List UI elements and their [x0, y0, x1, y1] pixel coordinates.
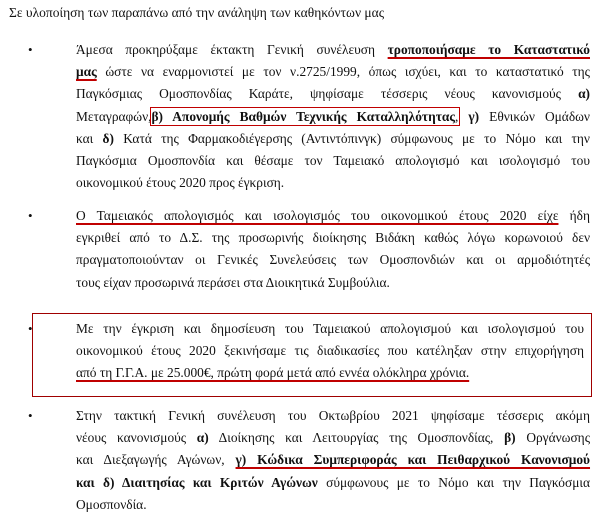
list-item-2	[28, 205, 590, 297]
item4-line1: Στην τακτική Γενική συνέλευση του Οκτωβρίου 2021 ψηφίσαμε τέσσερις ακόμη	[76, 408, 590, 423]
item4-line5: Ομοσπονδία.	[76, 496, 147, 512]
highlight-statute-end: μας	[76, 64, 97, 80]
item2-line3: πραγματοποιούνταν οι Γενικές Συνελεύσεις των Ομοσπονδιών και οι αρμοδιότητές	[76, 252, 590, 268]
highlight-statute: τροποποιήσαμε το Καταστατικό	[387, 42, 590, 57]
list-item-1	[28, 39, 590, 199]
highlight-conduct-code: γ) Κώδικα Συμπεριφοράς και Πειθαρχικού Κανονισμού	[235, 452, 591, 468]
item1-line1: Άμεσα προκηρύξαμε έκτακτη Γενική συνέλευση τροποποιήσαμε το Καταστατικό	[76, 42, 590, 57]
list-item-3	[28, 318, 590, 388]
item1-line6: Παγκόσμια Ομοσπονδία και θέσαμε τον Ταμειακό απολογισμό και ισολογισμό του	[76, 153, 590, 169]
item1-line5: και δ) Κατά της Φαρμακοδιέγερσης (Αντιντόπινγκ) σύμφωνους με το Νόμο και την	[76, 130, 590, 146]
highlight-grant: από τη Γ.Γ.Α. με 25.000€, πρώτη φορά μετά από εννέα ολόκληρα χρόνια.	[76, 365, 470, 381]
bullet-icon: •	[28, 321, 33, 336]
item1-line4: Μεταγραφών,β) Απονομής Βαθμών Τεχνικής Καταλληλότητας, γ) Εθνικών Ομάδων	[76, 108, 590, 124]
bullet-icon: •	[28, 408, 33, 423]
item3-line1: Με την έγκριση και δημοσίευση του Ταμειακού απολογισμού και ισολογισμού του	[76, 321, 584, 336]
item1-line7: οικονομικού έτους 2020 προς έγκριση.	[76, 175, 285, 191]
boxed-grading-regulation: β) Απονομής Βαθμών Τεχνικής Καταλληλότητας,	[151, 108, 459, 124]
highlight-financial-report: Ο Ταμειακός απολογισμός και ισολογισμός του οικονομικού έτους 2020 είχε	[76, 208, 559, 223]
item4-line2: νέους κανονισμούς α) Διοίκησης και Λειτουργίας της Ομοσπονδίας, β) Οργάνωσης	[76, 430, 590, 446]
intro-line: Σε υλοποίηση των παραπάνω από την ανάληψη των καθηκόντων μας	[9, 5, 385, 20]
bullet-icon: •	[28, 208, 33, 223]
item3-line3	[76, 362, 584, 384]
item2-line1: Ο Ταμειακός απολογισμός και ισολογισμός του οικονομικού έτους 2020 είχε ήδη	[76, 208, 590, 223]
item4-line4: και δ) Διαιτησίας και Κριτών Αγώνων σύμφωνους με το Νόμο και την Παγκόσμια	[76, 474, 590, 490]
item2-line4: τους είχαν προσωρινά περάσει στα Διοικητικά Συμβούλια.	[76, 274, 390, 290]
item2-line2: εγκριθεί από το Δ.Σ. της προσωρινής διοίκησης Βιδάκη καθώς λόγω κορωνοιού δεν	[76, 230, 590, 246]
item4-line3: και Διεξαγωγής Αγώνων, γ) Κώδικα Συμπεριφοράς και Πειθαρχικού Κανονισμού	[76, 452, 591, 468]
item3-line2: οικονομικού έτους 2020 ξεκινήσαμε τις διαδικασίες που κατέληξαν στην επιχορήγηση	[76, 343, 584, 359]
bullet-icon: •	[28, 42, 33, 57]
item1-line3: Παγκόσμιας Ομοσπονδίας Καράτε, ψηφίσαμε τέσσερις νέους κανονισμούς α)	[76, 86, 590, 102]
item1-line2: μας ώστε να εναρμονιστεί με τον ν.2725/1999, όπως ισχύει, και το καταστατικό της	[76, 64, 590, 80]
list-item-4	[28, 405, 590, 520]
